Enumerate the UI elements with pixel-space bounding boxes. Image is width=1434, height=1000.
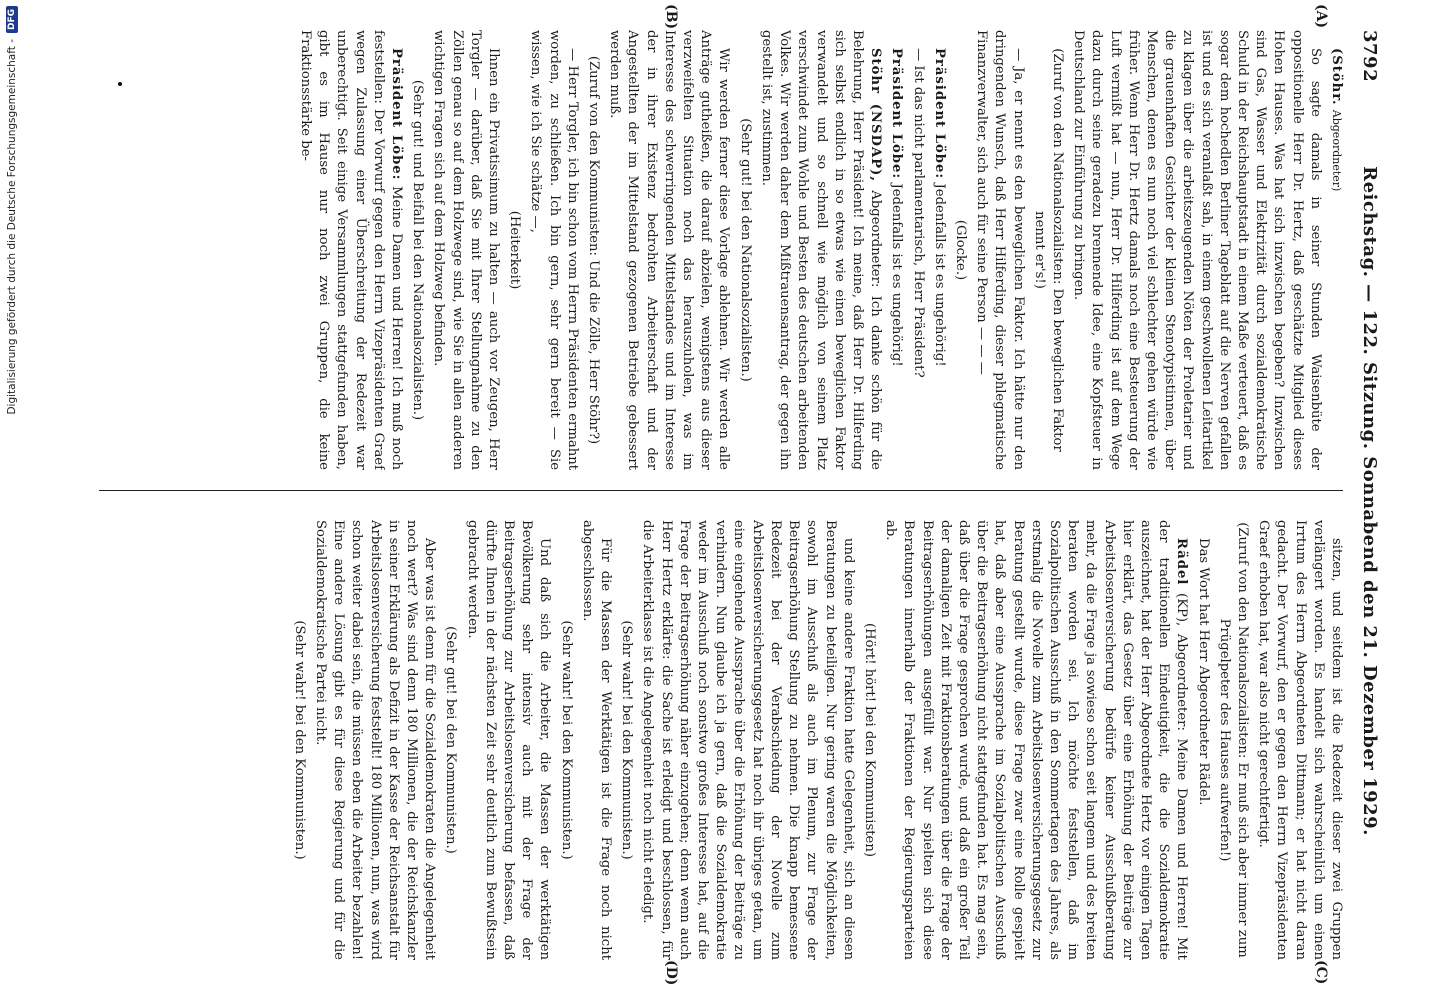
paragraph-text: (Zuruf von den Kommunisten: Und die Zölle, Herr Stöhr?) xyxy=(586,55,602,445)
dfg-logo: DFG xyxy=(6,6,18,33)
interjection xyxy=(556,520,574,960)
paragraph-text: (Zuruf von den Nationalsozialisten: Den beweglichen Faktor nennt er's!) xyxy=(1031,48,1065,452)
paragraph-text: (Sehr gut! und Beifall bei den Nationalsozialisten.) xyxy=(410,79,426,421)
paragraph xyxy=(887,30,905,470)
paragraph-text: Das Wort hat Herr Abgeordneter Rädel. xyxy=(1195,538,1211,806)
paragraph xyxy=(578,520,614,960)
paragraph xyxy=(1327,30,1345,470)
speaker-name: Präsident Löbe: xyxy=(389,48,405,181)
speaker-name: Rädel xyxy=(1174,538,1190,586)
paragraph xyxy=(1254,520,1345,960)
paragraph-text: Meine Damen und Herren! Ich muß noch feststellen: Der Vorwurf gegen den Herrn Vizepräsidenten Graef wegen Zulassung einer Überschreitung der Redezeit war unberechtigt. Seit einige Versammlungen stattgefunden haben, gibt es im Hause nur noch zwei Gruppen, die keine Fraktionsstärke be- xyxy=(298,30,405,470)
paragraph-text: — Herr Torgler, ich bin schon vom Herrn Präsidenten ermahnt worden, zu schließen. Ich bin gern, sehr gern bereit — Sie wissen, wie ich Sie schätze —, xyxy=(528,30,580,470)
paragraph-text: Aber was ist denn für die Sozialdemokraten die Angelegenheit noch wert? Was sind denn 180 Millionen, die der Reichskanzler in seiner Erklärung als Defizit in der Kasse der Reichsanstalt für Arbeitslosenversicherung feststellt! 180 Millionen, nun, was wird schon weiter dabei sein, die müssen eben die Arbeiter bezahlen! Eine andere Lösung gibt es für diese Regierung und für die Sozialdemokratische Partei nicht. xyxy=(313,520,438,960)
paragraph-text: Und daß sich die Arbeiter, die Massen der werktätigen Bevölkerung sehr intensiv auch mit der Frage der Beitragserhöhung zur Arbeitslosenversicherung befassen, daß dürfte Ihnen in der nächsten Zeit sehr deutlich zum Bewußtsein gebracht werden. xyxy=(464,520,553,960)
interjection xyxy=(290,520,308,960)
paragraph-text: und keine andere Fraktion hatte Gelegenheit, sich an diesen Beratungen zu beteiligen. Nur gering waren die Möglichkeiten, sowohl im Ausschuß als auch im Plenum, zur Frage der Beitragserhöhung Stellung zu nehmen. Die knapp bemessene Redezeit bei der Verabschiedung der Novelle zum Arbeitslosenversicherungsgesetz hat noch ihr übriges getan, um eine eingehende Aussprache über die Erhöhung der Beiträge zu verhindern. Nun glaube ich ja gern, daß die Sozialdemokratie weder im Ausschuß noch sonstwo großes Interesse hat, auf die Frage der Beitragserhöhung näher einzugehen; denn wenn auch Herr Hertz erklärte: die Sache ist erledigt und beschlossen, für die Arbeiterklasse ist die Angelegenheit noch nicht erledigt. xyxy=(640,520,856,960)
interjection xyxy=(408,30,426,470)
paragraph xyxy=(462,520,553,960)
paragraph-text: Für die Massen der Werktätigen ist die Frage noch nicht abgeschlossen. xyxy=(579,520,614,960)
margin-marker-c: (C) xyxy=(1313,960,1329,985)
paragraph xyxy=(757,30,884,470)
page-title: Reichstag. — 122. Sitzung. Sonnabend den 21. Dezember 1929. xyxy=(1359,166,1381,836)
paragraph-text: (Sehr wahr! bei den Kommunisten.) xyxy=(291,620,307,860)
paragraph xyxy=(311,520,438,960)
page-header xyxy=(1351,30,1389,960)
interjection xyxy=(1215,520,1251,960)
margin-marker-a: (A) xyxy=(1313,4,1329,29)
scan-dot xyxy=(118,82,122,86)
paragraph-text: (Sehr gut! bei den Nationalsozialisten.) xyxy=(737,118,753,382)
column-divider xyxy=(99,490,1343,491)
paragraph-text: (Sehr gut! bei den Kommunisten.) xyxy=(443,626,459,854)
paragraph xyxy=(429,30,502,470)
margin-marker-b: (B) xyxy=(663,4,679,30)
speaker-name: Präsident Löbe: xyxy=(931,48,947,180)
paragraph xyxy=(1193,520,1211,960)
rotated-page xyxy=(89,0,1389,990)
paragraph-text: sitzen, und seitdem ist die Redezeit dieser zwei Gruppen verlängert worden. Es handelt sich wahrscheinlich um einen Irrtum des Herrn Abgeordneten Dittmann; er hat nicht daran gedacht. Der Vorwurf, den er gegen den Herrn Vizepräsidenten Graef erhoben hat, war also nicht gerechtfertigt. xyxy=(1256,520,1344,960)
paragraph-text: Wir werden ferner diese Vorlage ablehnen. Wir werden alle Anträge gutheißen, die darauf abzielen, wenigstens aus dieser verzweifelten Situation noch das herauszuholen, was im Interesse des schwerringenden Mittelstandes und im Interesse der in ihrer Existenz bedrohten Arbeiterschaft und der Angestellten der im Mittelstand gezogenen Betriebe gebessert werden muß. xyxy=(607,30,732,470)
interjection xyxy=(441,520,459,960)
paragraph-text: (Hört! hört! bei den Kommunisten) xyxy=(861,623,877,857)
interjection xyxy=(860,520,878,960)
interjection xyxy=(617,520,635,960)
paragraph-text: (Heiterkeit) xyxy=(507,210,523,290)
interjection xyxy=(1030,30,1066,470)
paragraph-text: (KP), Abgeordneter: Meine Damen und Herren! Mit der traditionellen Eindeutigkeit, die die Sozialdemokratie auszeichnet, hat der Herr Abgeordnete Hertz vor einigen Tagen hier erklärt, das Gesetz über eine Erhöhung der Beiträge zur Arbeitslosenversicherung bedürfe keiner Ausschußberatung mehr, da die Frage ja sowieso schon seit langem und des breiten beraten worden sei. Ich möchte feststellen, daß im Sozialpolitischen Ausschuß in den Sommertagen des Jahres, als erstmalig die Novelle zum Arbeitslosenversicherungsgesetz zur Beratung gestellt wurde, diese Frage zwar eine Rolle gespielt hat, daß aber eine Aussprache im Sozialpolitischen Ausschuß über die Beitragserhöhung nicht stattgefunden hat. Es mag sein, daß über die Frage gesprochen wurde, und daß ein großer Teil der damaligen Zeit mit Fraktionsberatungen über die Frage der Beitragserhöhungen ausgefüllt war. Nur spielten sich diese Beratungen innerhalb der Fraktionen der Regierungsparteien ab. xyxy=(883,520,1190,960)
interjection xyxy=(584,30,602,470)
paragraph-text: — Ist das nicht parlamentarisch, Herr Präsident? xyxy=(910,48,926,378)
paragraph-text: Abgeordneter: Ich danke schön für die Belehrung, Herr Präsident! Ich meine, daß Herr Dr. Hilferding sich selbst endlich in so etwas wie einen beweglichen Faktor verwandelt und so schnell wie möglich von seinem Platz verschwindet zum Wohle und Besten des deutschen arbeitenden Volkes. Wir werden daher dem Mißtrauensantrag, der gegen ihn gestellt ist, zustimmen. xyxy=(758,30,884,470)
speaker-name: Stöhr (NSDAP), xyxy=(868,48,884,182)
paragraph-text: Jedenfalls ist es ungehörig! xyxy=(931,183,947,367)
speaker-name: Präsident Löbe: xyxy=(889,48,905,180)
page-number: 3792 xyxy=(1359,30,1381,83)
paragraph xyxy=(908,30,926,470)
paragraph xyxy=(296,30,405,470)
interjection xyxy=(951,30,969,470)
paragraph-text: So sagte damals in seiner Stunden Waisenbüte der oppositionelle Herr Dr. Hertz, daß geschätzte Mitglied dieses Hohen Hauses. Was hat sich inzwischen begeben? Inzwischen sind Gas, Wasser und Elektrizität durch sozialdemokratische Schuld in der Reichshauptstadt in einem Maße verteuert, daß es sogar dem hochedlen Berliner Tageblatt auf die Nerven gefallen ist und es sich veranlaßt sah, in einem geschwollenen Leitartikel zu klagen über die arbeitszeugenden Nöten der Proletarier und die grauenhaften Gesichter der kleinen Stenotypistinnen, über Menschen, denen es nun noch viel schlechter gehen würde wie früher. Wenn Herr Dr. Hertz damals noch eine Besteuerung der Luft vermißt hat — nun, Herr Dr. Hilferding ist auf dem Wege dazu durch seine geradezu brennende Idee, eine Kopfsteuer in Deutschland zur Einführung zu bringen. xyxy=(1071,30,1323,470)
paragraph xyxy=(1069,30,1324,470)
paragraph-text: Jedenfalls ist es ungehörig! xyxy=(889,183,905,367)
paragraph-text: Ihnen ein Privatissimum zu halten — auch vor Zeugen, Herr Torgler — darüber, daß Sie mit Ihrer Stellungnahme zu den Zöllen genau so auf dem Holzwege sind, wie Sie in allen anderen wichtigen Fragen sich auf dem Holzweg befinden. xyxy=(431,30,502,470)
paragraph-text: (Sehr wahr! bei den Kommunisten.) xyxy=(619,620,635,860)
paragraph-text: (Sehr wahr! bei den Kommunisten.) xyxy=(558,620,574,860)
margin-marker-d: (D) xyxy=(663,960,679,986)
paragraph-text: (Zuruf von den Nationalsozialisten: Er muß sich aber immer zum Prügelpeter des Hauses aufwerfen!) xyxy=(1216,522,1250,958)
right-column xyxy=(97,520,1345,960)
paragraph xyxy=(930,30,948,470)
digitization-credit xyxy=(0,0,24,1000)
speaker-name: (Stöhr. xyxy=(1329,48,1344,106)
interjection xyxy=(505,30,523,470)
left-column xyxy=(97,30,1345,470)
paragraph xyxy=(972,30,1027,470)
paragraph xyxy=(881,520,1190,960)
paragraph xyxy=(638,520,856,960)
credit-text: Digitalisierung gefördert durch die Deutsche Forschungsgemeinschaft - xyxy=(6,39,18,415)
speaker-note: Abgeordneter) xyxy=(1330,109,1343,192)
paragraph-text: (Glocke.) xyxy=(952,219,968,281)
paragraph-text: — Ja, er nennt es den beweglichen Faktor. Ich hätte nur den dringenden Wunsch, daß Herr Hilferding, dieser phlegmatische Finanzverwalter, sich auch für seine Person — — — xyxy=(974,30,1026,470)
paragraph xyxy=(605,30,732,470)
interjection xyxy=(736,30,754,470)
paragraph xyxy=(526,30,581,470)
